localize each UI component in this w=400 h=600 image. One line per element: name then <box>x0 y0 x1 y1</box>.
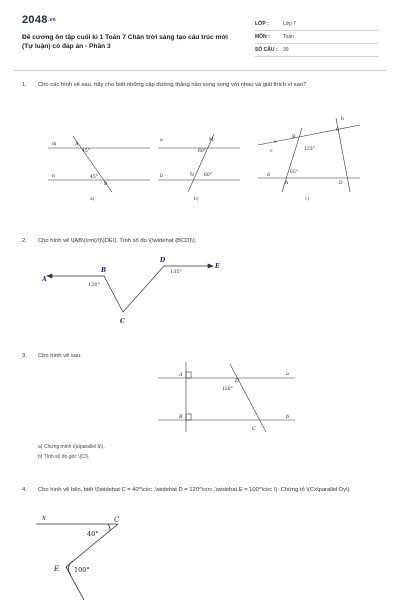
label-C: C <box>336 128 340 133</box>
label-B: B <box>101 267 107 274</box>
question-4 <box>22 486 382 504</box>
question-number: 1. <box>22 82 27 88</box>
angle-label: 100° <box>74 566 90 574</box>
label-C: C <box>120 318 125 325</box>
question-text: Cho hình vẽ \(AB\(\rm{//}\)DE\). Tính số đo \(\widehat {BCD}\). <box>38 238 197 244</box>
angle-label: 120° <box>222 387 233 392</box>
angle-label: 60° <box>204 173 212 178</box>
label-E: E <box>215 263 220 270</box>
angle-label: 40° <box>87 530 99 538</box>
arrow-E <box>208 264 213 268</box>
angle-label: 135° <box>170 269 183 275</box>
angle-label: 45° <box>90 175 98 180</box>
label-e: e <box>274 140 277 145</box>
label-c: c <box>270 149 273 154</box>
label-x: x <box>42 514 46 522</box>
arrow-A <box>47 274 52 278</box>
label-m: m <box>52 142 57 147</box>
figure-1a <box>48 136 150 192</box>
q3-part-a: a) Chứng minh \(a\parallel b\). <box>38 444 105 450</box>
label-A: A <box>75 142 79 147</box>
question-3 <box>22 352 382 361</box>
angle-label: 45° <box>82 149 90 154</box>
right-angle-mark <box>186 414 191 420</box>
question-text: Cho hình vẽ sau. <box>38 353 82 359</box>
label-D: D <box>235 378 240 384</box>
meta-key: MÔN : <box>255 34 270 40</box>
meta-value: 39 <box>283 47 289 53</box>
caption-c: c) <box>305 197 310 202</box>
question-text: Cho các hình vẽ sau, hãy cho biết những cặp đường thẳng nào song song với nhau và giải thích vì sao? <box>38 82 307 88</box>
figure-1c <box>258 118 360 192</box>
question-2 <box>22 237 382 246</box>
label-b: b <box>160 174 163 179</box>
meta-value: Toán <box>283 34 294 40</box>
figure-4 <box>36 524 118 600</box>
label-A: A <box>179 372 183 378</box>
angle-label: 65° <box>290 170 298 175</box>
label-a: a <box>160 138 163 143</box>
meta-key: LỚP : <box>255 21 269 27</box>
question-number: 3. <box>22 353 27 359</box>
angle-label: 60° <box>198 149 206 154</box>
meta-key: SỐ CÂU : <box>255 47 278 53</box>
logo-text: 2048 <box>22 14 48 26</box>
label-d: d <box>267 173 270 178</box>
logo-suffix: .vn <box>47 17 56 24</box>
label-A: A <box>42 276 47 283</box>
label-b: b <box>286 414 290 420</box>
angle-arc-E <box>69 561 73 575</box>
transversal <box>230 364 266 432</box>
path-BCD <box>104 266 210 312</box>
label-E: E <box>54 565 60 573</box>
question-number: 4. <box>22 487 27 493</box>
caption-b: b) <box>194 197 199 202</box>
label-A: A <box>285 181 289 186</box>
label-C: C <box>252 426 256 432</box>
label-B: B <box>179 414 183 420</box>
caption-a: a) <box>90 197 95 202</box>
label-D: D <box>339 181 343 186</box>
angle-label: 120° <box>88 282 101 288</box>
label-n: n <box>52 174 55 179</box>
meta-value: Lớp 7 <box>283 21 297 27</box>
right-angle-mark <box>186 372 191 378</box>
question-text: Cho hình vẽ bên, biết \(\widehat C = 40^\circ ,\widehat D = 120^\circ ,\widehat E = 100^\circ \). Chứng tỏ \(Cx\parallel Dy\). <box>38 487 352 493</box>
angle-arc-C <box>108 524 110 531</box>
document-title: Đề cương ôn tập cuối kì 1 Toán 7 Chân trời sáng tạo cấu trúc mới (Tự luận) có đáp án - Phần 3 <box>22 34 228 50</box>
label-a: a <box>286 371 289 377</box>
figure-2 <box>47 264 213 312</box>
question-number: 2. <box>22 238 27 244</box>
label-M: M <box>209 138 214 143</box>
label-B: B <box>104 182 108 187</box>
label-B: B <box>292 135 296 140</box>
q3-part-b: b) Tính số đo góc \(C\). <box>38 454 90 460</box>
angle-label: 125° <box>304 147 315 152</box>
label-D: D <box>160 257 166 264</box>
label-C: C <box>114 516 120 524</box>
figure-1b <box>158 134 240 192</box>
label-b: b <box>341 117 344 122</box>
label-N: N <box>190 173 194 178</box>
